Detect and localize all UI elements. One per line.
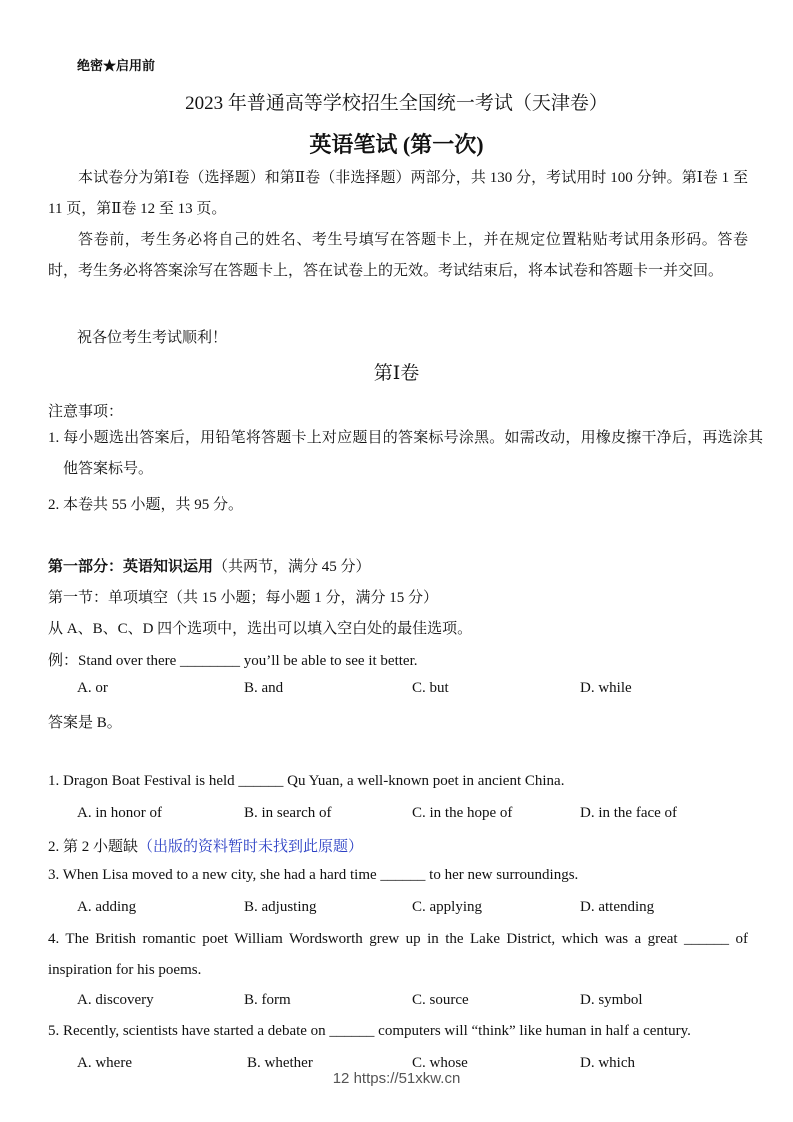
question-4-option-b: B. form <box>244 992 291 1008</box>
question-5-option-b: B. whether <box>247 1055 313 1071</box>
question-1-option-b: B. in search of <box>244 805 332 821</box>
example-option-b: B. and <box>244 680 284 696</box>
question-1-option-a: A. in honor of <box>77 805 162 821</box>
question-4-option-d: D. symbol <box>580 992 643 1008</box>
example-option-d: D. while <box>580 680 632 696</box>
example-stem: 例：Stand over there ________ you’ll be able to see it better. <box>48 653 418 669</box>
question-1-stem: 1. Dragon Boat Festival is held ______ Qu Yuan, a well-known poet in ancient China. <box>48 773 565 789</box>
note-1: 1. 每小题选出答案后，用铅笔将答题卡上对应题目的答案标号涂黑。如需改动，用橡皮擦干净后，再选涂其他答案标号。 <box>48 430 763 477</box>
note-2: 2. 本卷共 55 小题，共 95 分。 <box>48 497 244 513</box>
example-option-c: C. but <box>412 680 449 696</box>
section-title: 第Ⅰ卷 <box>373 363 420 384</box>
question-2-text: 2. 第 2 小题缺 <box>48 839 139 855</box>
question-3-option-b: B. adjusting <box>244 899 317 915</box>
notes-label: 注意事项： <box>48 404 124 420</box>
part1-title-rest: （共两节，满分 45 分） <box>213 559 371 575</box>
part1-title-bold: 第一部分：英语知识运用 <box>48 559 214 575</box>
example-option-a: A. or <box>77 680 108 696</box>
footer-url: https://51xkw.cn <box>353 1070 461 1087</box>
exam-subtitle: 英语笔试 (第一次) <box>309 132 484 157</box>
page-footer <box>0 1070 793 1087</box>
question-4-option-c: C. source <box>412 992 469 1008</box>
part1-title <box>48 555 371 576</box>
question-2-note: （出版的资料暂时未找到此原题） <box>138 839 364 855</box>
question-3-stem: 3. When Lisa moved to a new city, she had a hard time ______ to her new surroundings. <box>48 867 579 883</box>
question-1-option-d: D. in the face of <box>580 805 678 821</box>
exam-title: 2023 年普通高等学校招生全国统一考试（天津卷） <box>185 93 608 114</box>
intro-paragraph-2: 答卷前，考生务必将自己的姓名、考生号填写在答题卡上，并在规定位置粘贴考试用条形码。答卷时，考生务必将答案涂写在答题卡上，答在试卷上的无效。考试结束后，将本试卷和答题卡一并交回。 <box>48 232 748 279</box>
section1-title: 第一节：单项填空（共 15 小题；每小题 1 分，满分 15 分） <box>48 590 439 606</box>
question-3-option-a: A. adding <box>77 899 137 915</box>
intro-paragraph-1: 本试卷分为第Ⅰ卷（选择题）和第Ⅱ卷（非选择题）两部分，共 130 分，考试用时 100 分钟。第Ⅰ卷 1 至 11 页，第Ⅱ卷 12 至 13 页。 <box>48 170 748 217</box>
question-4-option-a: A. discovery <box>77 992 154 1008</box>
example-answer: 答案是 B。 <box>48 715 122 731</box>
intro-paragraph-3: 祝各位考生考试顺利！ <box>77 330 228 346</box>
page-number: 12 <box>332 1070 350 1087</box>
question-5-stem: 5. Recently, scientists have started a debate on ______ computers will “think” like human in half a century. <box>48 1023 691 1039</box>
question-2-stem <box>48 835 363 856</box>
confidential-label: 绝密★启用前 <box>77 58 156 73</box>
question-3-option-c: C. applying <box>412 899 482 915</box>
question-5-option-a: A. where <box>77 1055 132 1071</box>
question-4-stem: 4. The British romantic poet William Wordsworth grew up in the Lake District, which was a great ______ of inspiration for his poems. <box>48 931 748 978</box>
question-3-option-d: D. attending <box>580 899 655 915</box>
question-5-option-c: C. whose <box>412 1055 468 1071</box>
question-5-option-d: D. which <box>580 1055 635 1071</box>
question-1-option-c: C. in the hope of <box>412 805 513 821</box>
instruction: 从 A、B、C、D 四个选项中，选出可以填入空白处的最佳选项。 <box>48 621 473 637</box>
